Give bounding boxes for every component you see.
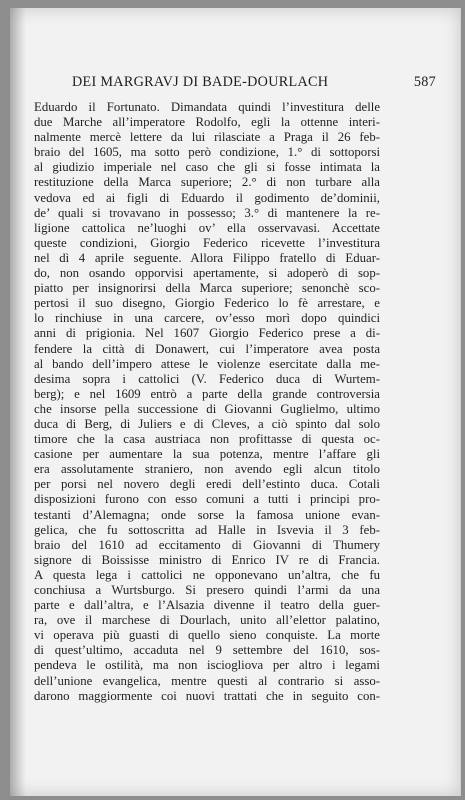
text-line: berg); e nel 1609 entrò a parte della grande controversia — [34, 386, 380, 401]
text-line: vi operava più guasti di quello sieno conquiste. La morte — [34, 628, 380, 643]
text-line: che insorse pella successione di Giovanni Guglielmo, ultimo — [34, 401, 380, 416]
text-line: fendere la città di Donawert, cui l’imperatore avea posta — [34, 341, 380, 356]
text-line: per porsi nel novero degli eredi dell’estinto duca. Cotali — [34, 477, 380, 492]
running-head-title: DEI MARGRAVJ DI BADE-DOURLACH — [72, 74, 329, 90]
text-line: ligione cattolica ne’luoghi ov’ ella osservavasi. Accettate — [34, 220, 380, 235]
text-line: nalmente mercè lettere da lui rilasciate a Praga il 26 feb- — [34, 130, 380, 145]
text-line: disposizioni furono con esso comuni a tutti i principi pro- — [34, 492, 380, 507]
text-line: do, non osando opporvisi apertamente, si adoperò di sop- — [34, 266, 380, 281]
text-line: desima sopra i cattolici (V. Federico duca di Wurtem- — [34, 371, 380, 386]
text-line: piatto per insignorirsi della Marca superiore; senonchè sco- — [34, 281, 380, 296]
text-line: parte e dall’altra, e l’Alsazia divenne il teatro della guer- — [34, 598, 380, 613]
text-line: nel dì 4 aprile seguente. Allora Filippo fratello di Eduar- — [34, 250, 380, 265]
text-line: Eduardo il Fortunato. Dimandata quindi l’investitura delle — [34, 100, 380, 114]
book-page — [10, 8, 461, 796]
text-line: duca di Berg, di Juliers e di Cleves, a ciò spinto dal solo — [34, 416, 380, 431]
text-line: testanti d’Alemagna; onde sorse la famosa unione evan- — [34, 507, 380, 522]
text-line: conchiusa a Wurtsburgo. Si presero quindi l’armi da una — [34, 583, 380, 597]
text-line: era assolutamente straniero, non avendo egli alcun titolo — [34, 462, 380, 477]
text-line: di quest’ultimo, accaduta nel 9 settembre del 1610, sos- — [34, 643, 380, 658]
text-line: restituzione della Marca superiore; 2.° di non turbare alla — [34, 175, 380, 190]
text-line: timore che la casa austriaca non profittasse di questa oc- — [34, 432, 380, 447]
page-number: 587 — [413, 74, 436, 90]
text-line: al bando dell’impero attese le violenze esercitate dalla me- — [34, 356, 380, 371]
text-line: darono maggiormente coi nuovi trattati che in seguito con- — [34, 688, 380, 703]
text-line: signore di Boississe ministro di Enrico IV re di Francia. — [34, 552, 380, 567]
page-gutter-shadow — [10, 8, 26, 796]
text-line: al giudizio imperiale nel caso che gli si fosse intimata la — [34, 160, 380, 175]
text-line: gelica, che fu sottoscritta ad Halle in Isvevia il 3 feb- — [34, 522, 380, 537]
body-text — [34, 100, 380, 704]
text-line: lo rinchiuse in una carcere, ov’esso morì dopo quindici — [34, 311, 380, 326]
text-line: ra, ove il marchese di Dourlach, unito all’elettor palatino, — [34, 613, 380, 628]
text-line: anni di prigionia. Nel 1607 Giorgio Federico prese a di- — [34, 326, 380, 341]
text-line: casione per aumentare la sua potenza, mentre l’affare gli — [34, 447, 380, 462]
text-line: A questa lega i cattolici ne opponevano un’altra, che fu — [34, 567, 380, 582]
text-line: queste condizioni, Giorgio Federico ricevette l’investitura — [34, 235, 380, 250]
text-line: vedova ed ai figli di Eduardo il godimento de’dominii, — [34, 190, 380, 205]
text-line: pertosi il suo disegno, Giorgio Federico lo fè arrestare, e — [34, 296, 380, 311]
text-line: braio del 1605, ma sotto però condizione, 1.° di sottoporsi — [34, 145, 380, 160]
text-line: de’ quali si trovavano in possesso; 3.° di mantenere la re- — [34, 205, 380, 220]
text-line: pendeva le ostilità, ma non isciogliova per altro i legami — [34, 658, 380, 673]
text-line: due Marche all’imperatore Rodolfo, egli la ottenne interi- — [34, 115, 380, 130]
text-line: dell’unione evangelica, mentre questi al contrario si asso- — [34, 673, 380, 688]
text-line: braio del 1610 ad eccitamento di Giovanni di Thumery — [34, 537, 380, 552]
